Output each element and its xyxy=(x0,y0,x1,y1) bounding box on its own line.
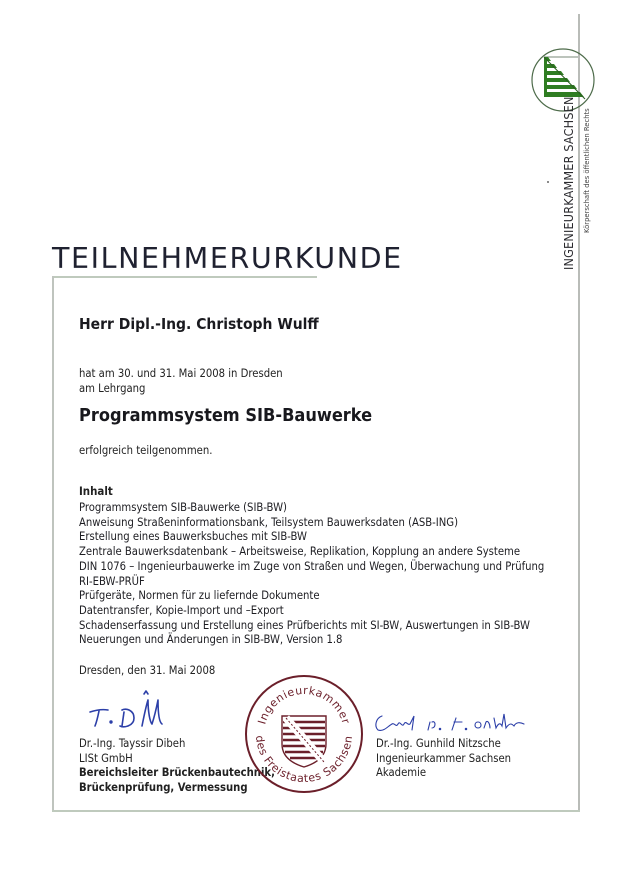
course-intro xyxy=(79,367,283,396)
signatory-left-role: Bereichsleiter Brückenbautechnik, xyxy=(79,766,275,780)
signatory-left-name: Dr.-Ing. Tayssir Dibeh xyxy=(79,737,186,750)
signatory-right xyxy=(376,737,511,781)
seal-bottom-text: des Freistaates Sachsen xyxy=(252,734,356,786)
course-intro-line: am Lehrgang xyxy=(79,381,146,395)
handwritten-signature-left-icon xyxy=(86,688,166,730)
contents-item: Anweisung Straßeninformationsbank, Teilsystem Bauwerksdaten (ASB-ING) xyxy=(79,515,459,529)
recipient-name: Herr Dipl.-Ing. Christoph Wulff xyxy=(79,315,319,333)
saxony-seal-icon xyxy=(242,672,366,796)
contents-item: Programmsystem SIB-Bauwerke (SIB-BW) xyxy=(79,501,287,514)
frame-top-rule xyxy=(52,276,317,278)
course-intro-line: hat am 30. und 31. Mai 2008 in Dresden xyxy=(79,367,283,380)
contents-item: DIN 1076 – Ingenieurbauwerke im Zuge von Straßen und Wegen, Überwachung und Prüfung xyxy=(79,559,545,573)
right-rule xyxy=(578,14,580,811)
seal-top-text: Ingenieurkammer xyxy=(255,683,353,726)
contents-heading: Inhalt xyxy=(79,484,113,498)
frame-left-rule xyxy=(52,276,54,812)
signatory-right-organization: Ingenieurkammer Sachsen xyxy=(376,751,512,765)
signatory-right-name: Dr.-Ing. Gunhild Nitzsche xyxy=(376,737,501,750)
contents-item: Neuerungen und Änderungen in SIB-BW, Version 1.8 xyxy=(79,633,343,647)
contents-item: Prüfgeräte, Normen für zu liefernde Dokumente xyxy=(79,589,320,603)
contents-item: Erstellung eines Bauwerksbuches mit SIB-BW xyxy=(79,530,307,544)
course-title: Programmsystem SIB-Bauwerke xyxy=(79,405,373,426)
handwritten-signature-right-icon xyxy=(370,712,530,734)
document-title: TEILNEHMERURKUNDE xyxy=(52,242,403,275)
organization-name: INGENIEURKAMMER SACHSEN xyxy=(561,96,576,270)
signatory-right-department: Akademie xyxy=(376,766,427,780)
contents-item: Zentrale Bauwerksdatenbank – Arbeitsweise, Replikation, Kopplung an andere Systeme xyxy=(79,545,521,559)
contents-list xyxy=(79,501,544,648)
contents-item: Schadenserfassung und Erstellung eines Prüfberichts mit SI-BW, Auswertungen in SIB-BW xyxy=(79,618,530,632)
result-text: erfolgreich teilgenommen. xyxy=(79,444,213,457)
contents-item: Datentransfer, Kopie-Import und –Export xyxy=(79,603,284,617)
organization-subtitle: Körperschaft des öffentlichen Rechts xyxy=(583,108,591,233)
speck xyxy=(547,181,549,183)
place-date: Dresden, den 31. Mai 2008 xyxy=(79,664,216,677)
signatory-left-role: Brückenprüfung, Vermessung xyxy=(79,780,248,794)
signatory-left-company: LISt GmbH xyxy=(79,751,133,765)
frame-bottom-rule xyxy=(52,810,580,812)
contents-item: RI-EBW-PRÜF xyxy=(79,574,145,588)
